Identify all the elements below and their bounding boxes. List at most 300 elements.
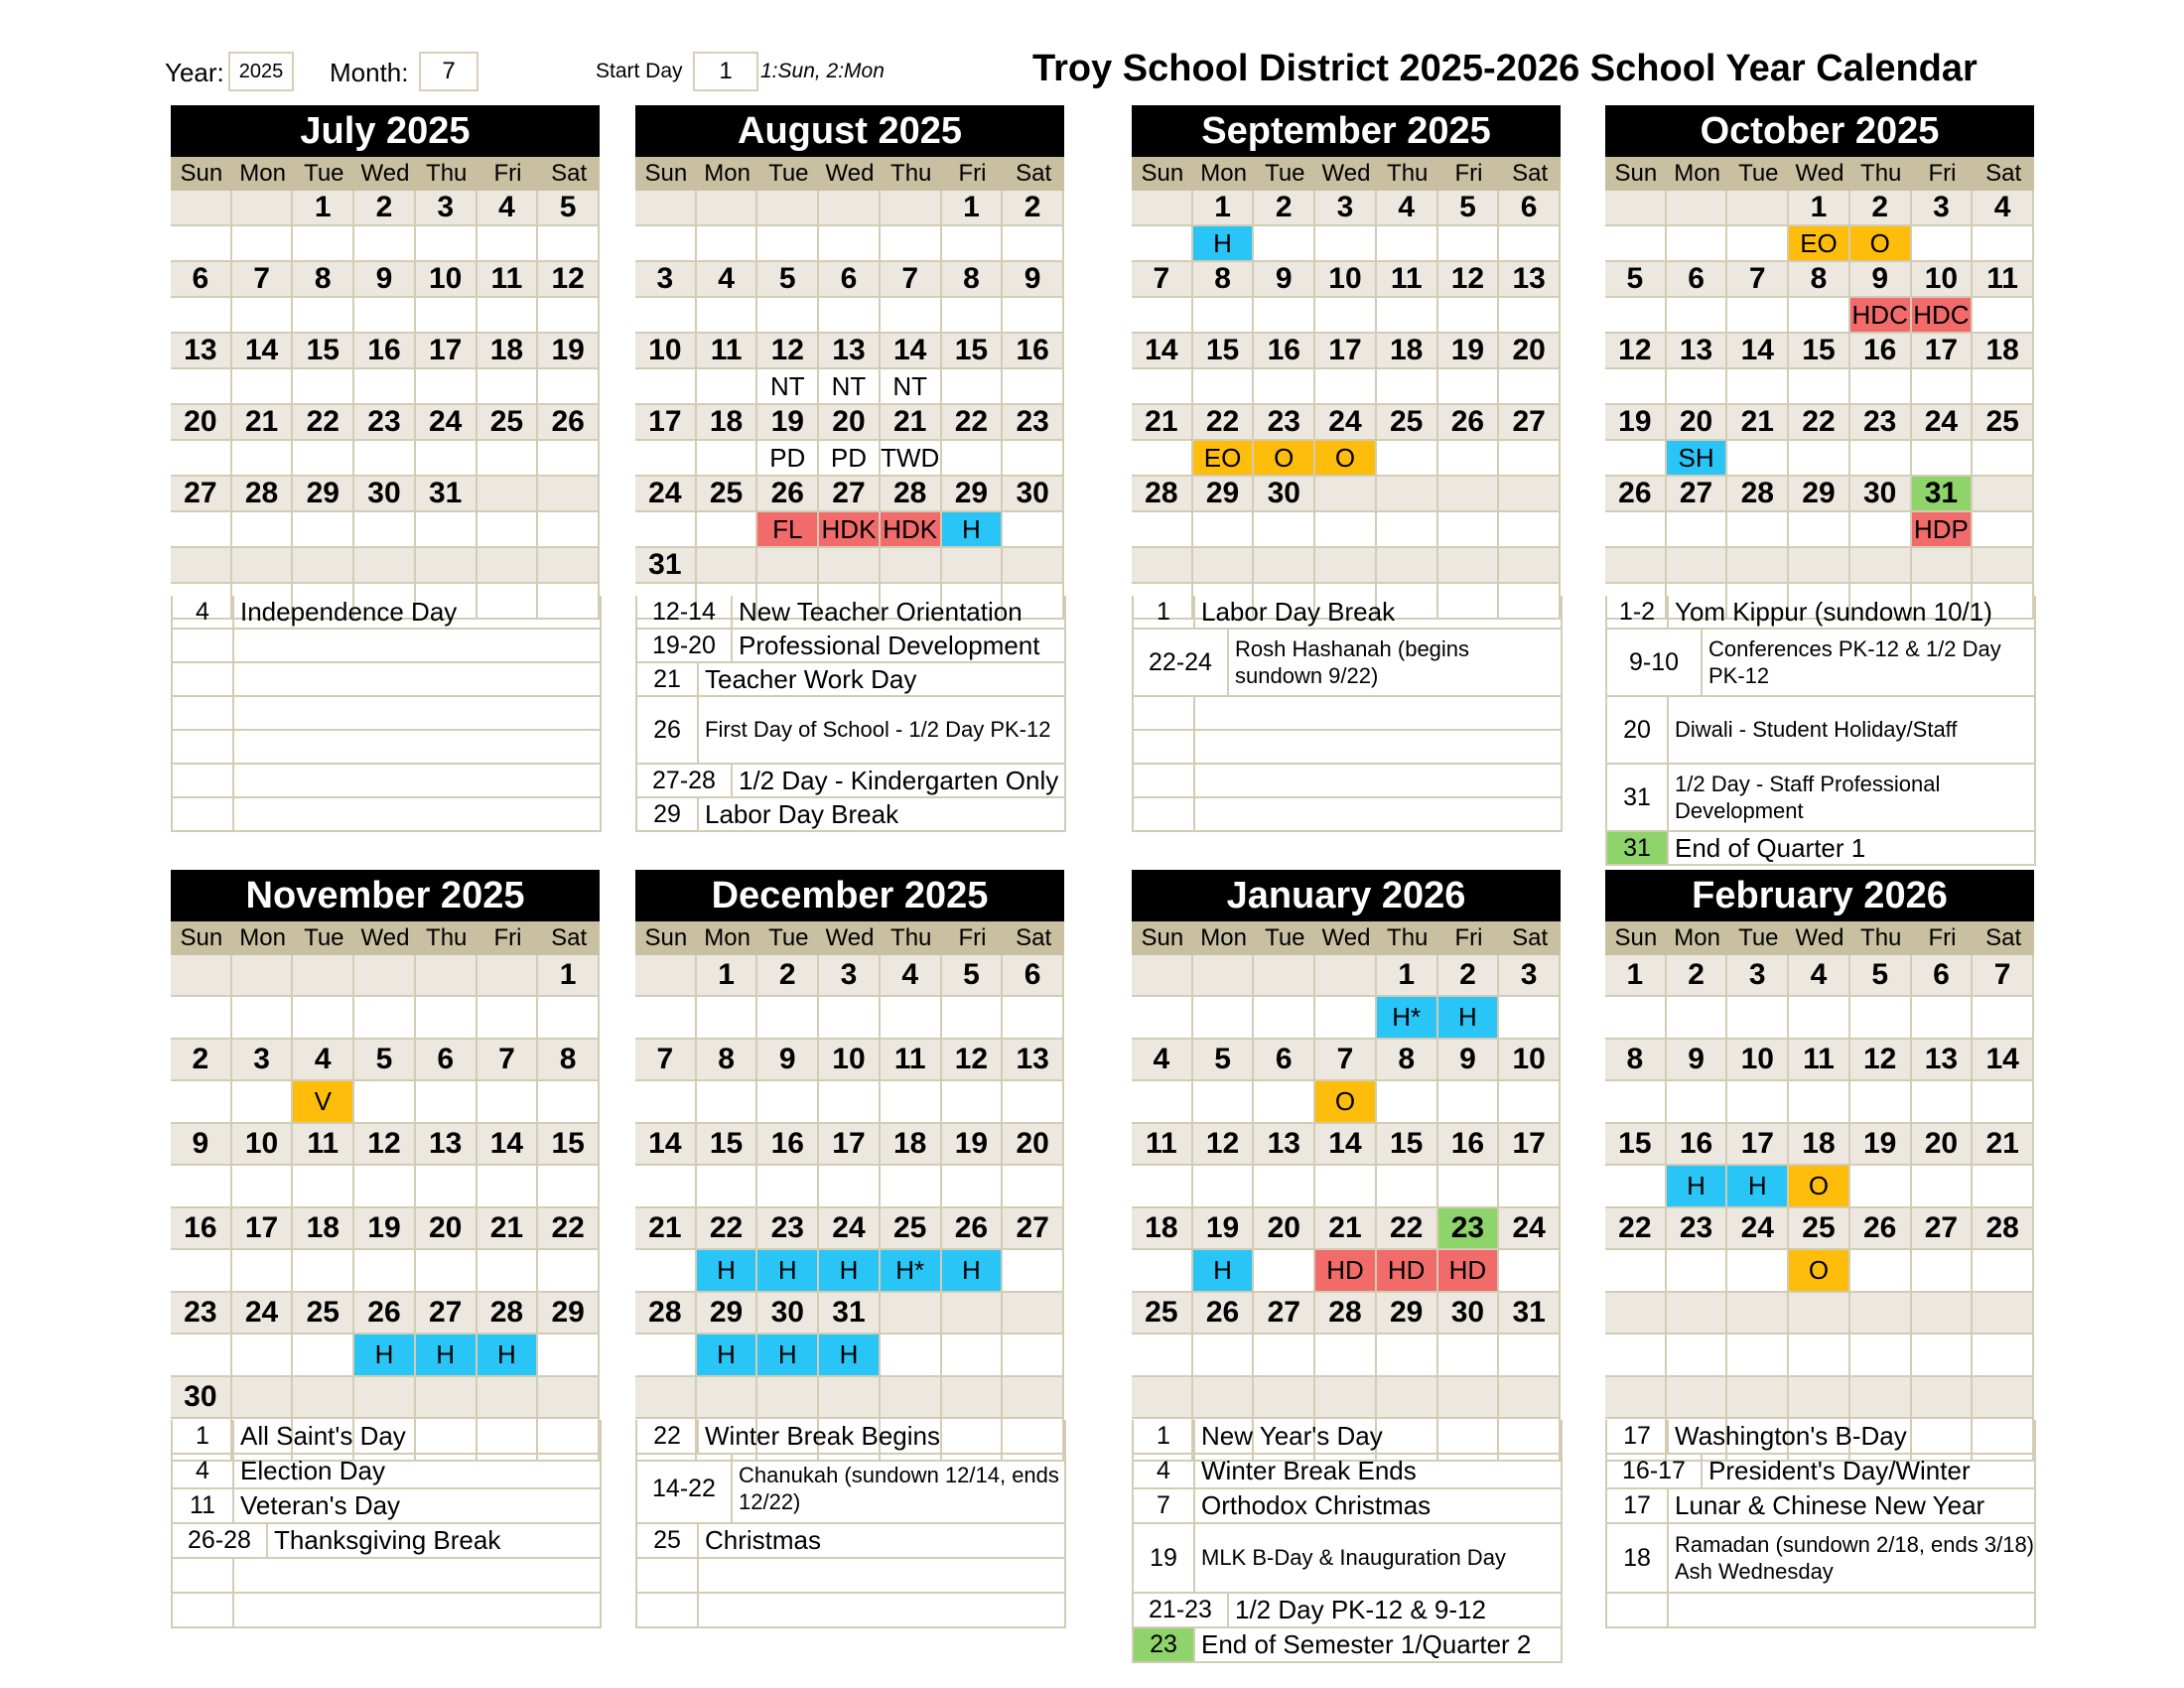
day-cell[interactable]: 13	[1003, 1040, 1064, 1081]
event-cell	[478, 997, 539, 1040]
event-cell	[1499, 1081, 1561, 1124]
day-cell[interactable]: 7	[1315, 1040, 1377, 1081]
legend-text: Orthodox Christmas	[1201, 1490, 1432, 1521]
event-cell	[1973, 298, 2034, 334]
year-input[interactable]: 2025	[228, 52, 294, 91]
weekday-label: Thu	[426, 160, 468, 187]
day-cell[interactable]: 6	[1912, 955, 1974, 997]
day-cell[interactable]: 25	[293, 1293, 354, 1335]
day-cell[interactable]: 28	[1973, 1208, 2034, 1250]
day-cell[interactable]: 1	[697, 955, 758, 997]
day-cell[interactable]: 15	[942, 334, 1004, 369]
day-cell[interactable]: 22	[293, 405, 354, 441]
day-cell[interactable]: 7	[1132, 262, 1193, 298]
day-cell[interactable]: 14	[635, 1124, 697, 1166]
day-cell[interactable]: 30	[757, 1293, 819, 1335]
day-cell	[1973, 1377, 2034, 1419]
day-cell[interactable]: 29	[538, 1293, 600, 1335]
event-cell	[881, 1166, 942, 1208]
weekday-label: Sat	[1016, 160, 1052, 187]
day-cell[interactable]: 10	[1727, 1040, 1789, 1081]
weekday-label: Mon	[1200, 924, 1247, 951]
day-cell[interactable]: 28	[478, 1293, 539, 1335]
day-cell[interactable]: 18	[697, 405, 758, 441]
day-cell[interactable]: 27	[1254, 1293, 1315, 1335]
day-cell[interactable]: 7	[1973, 955, 2034, 997]
day-cell[interactable]: 12	[1193, 1124, 1255, 1166]
day-cell[interactable]: 4	[1377, 191, 1438, 226]
day-cell[interactable]: 18	[1132, 1208, 1193, 1250]
day-cell[interactable]: 3	[232, 1040, 294, 1081]
day-cell[interactable]: 19	[1605, 405, 1667, 441]
day-cell[interactable]: 15	[538, 1124, 600, 1166]
day-cell[interactable]: 20	[171, 405, 232, 441]
day-cell[interactable]: 19	[1850, 1124, 1912, 1166]
day-cell[interactable]: 5	[1193, 1040, 1255, 1081]
day-cell[interactable]: 20	[1003, 1124, 1064, 1166]
day-cell[interactable]: 16	[354, 334, 416, 369]
day-cell[interactable]: 18	[1973, 334, 2034, 369]
day-cell[interactable]: 16	[171, 1208, 232, 1250]
day-cell[interactable]: 17	[635, 405, 697, 441]
day-cell[interactable]: 14	[478, 1124, 539, 1166]
day-cell[interactable]: 10	[1499, 1040, 1561, 1081]
day-cell[interactable]: 18	[293, 1208, 354, 1250]
day-cell[interactable]: 17	[819, 1124, 881, 1166]
weekday-label: Fri	[958, 924, 987, 951]
day-cell[interactable]: 30	[354, 477, 416, 512]
day-cell[interactable]: 8	[942, 262, 1004, 298]
day-cell[interactable]: 21	[1973, 1124, 2034, 1166]
day-cell[interactable]: 29	[1193, 477, 1255, 512]
day-cell[interactable]: 11	[697, 334, 758, 369]
day-cell[interactable]: 13	[1667, 334, 1728, 369]
day-cell[interactable]: 3	[416, 191, 478, 226]
event-cell	[1254, 1250, 1315, 1293]
day-cell[interactable]: 15	[293, 334, 354, 369]
day-cell[interactable]: 19	[1193, 1208, 1255, 1250]
day-cell[interactable]: 26	[942, 1208, 1004, 1250]
day-cell[interactable]: 20	[1499, 334, 1561, 369]
day-cell[interactable]: 11	[1377, 262, 1438, 298]
event-cell	[416, 1250, 478, 1293]
day-cell[interactable]: 16	[1003, 334, 1064, 369]
day-cell[interactable]: 9	[1850, 262, 1912, 298]
day-cell[interactable]: 7	[232, 262, 294, 298]
event-badge: O	[1254, 441, 1315, 477]
day-cell[interactable]: 16	[1438, 1124, 1500, 1166]
day-cell[interactable]: 23	[1003, 405, 1064, 441]
event-cell	[697, 298, 758, 334]
day-cell[interactable]: 2	[1438, 955, 1500, 997]
day-cell[interactable]: 19	[757, 405, 819, 441]
day-cell[interactable]: 31	[1912, 477, 1974, 512]
day-cell[interactable]: 20	[1254, 1208, 1315, 1250]
day-cell[interactable]: 24	[819, 1208, 881, 1250]
day-cell[interactable]: 5	[1605, 262, 1667, 298]
day-cell[interactable]: 25	[1973, 405, 2034, 441]
day-cell[interactable]: 25	[881, 1208, 942, 1250]
legend-row	[173, 765, 602, 798]
weekday-label: Mon	[704, 924, 751, 951]
day-cell[interactable]: 30	[1003, 477, 1064, 512]
day-cell[interactable]: 22	[538, 1208, 600, 1250]
day-cell[interactable]: 18	[1377, 334, 1438, 369]
day-cell[interactable]: 31	[416, 477, 478, 512]
day-cell[interactable]: 12	[1605, 334, 1667, 369]
day-cell[interactable]: 3	[635, 262, 697, 298]
day-cell[interactable]: 7	[881, 262, 942, 298]
day-cell[interactable]: 20	[416, 1208, 478, 1250]
event-cell	[478, 226, 539, 262]
day-cell[interactable]: 4	[1132, 1040, 1193, 1081]
day-cell[interactable]: 25	[478, 405, 539, 441]
day-cell[interactable]: 27	[1912, 1208, 1974, 1250]
legend-text	[1195, 798, 1561, 830]
day-cell[interactable]: 3	[1912, 191, 1974, 226]
day-cell[interactable]: 19	[1438, 334, 1500, 369]
day-cell[interactable]: 5	[1850, 955, 1912, 997]
day-cell[interactable]: 4	[293, 1040, 354, 1081]
day-cell[interactable]: 9	[1254, 262, 1315, 298]
day-cell[interactable]: 16	[1850, 334, 1912, 369]
day-cell[interactable]: 10	[635, 334, 697, 369]
event-cell	[1727, 298, 1789, 334]
day-cell[interactable]: 4	[478, 191, 539, 226]
day-cell[interactable]: 29	[293, 477, 354, 512]
day-cell[interactable]: 21	[635, 1208, 697, 1250]
event-cell	[1003, 997, 1064, 1040]
day-cell[interactable]: 1	[1193, 191, 1255, 226]
day-cell[interactable]: 23	[1254, 405, 1315, 441]
day-cell[interactable]: 11	[1973, 262, 2034, 298]
day-cell[interactable]: 17	[1727, 1124, 1789, 1166]
day-cell[interactable]: 30	[1438, 1293, 1500, 1335]
day-cell[interactable]: 22	[1789, 405, 1850, 441]
day-cell[interactable]: 3	[1315, 191, 1377, 226]
day-cell[interactable]: 21	[478, 1208, 539, 1250]
day-cell[interactable]: 11	[881, 1040, 942, 1081]
event-cell	[1789, 1335, 1850, 1377]
day-cell[interactable]: 22	[697, 1208, 758, 1250]
day-cell[interactable]: 2	[171, 1040, 232, 1081]
day-cell[interactable]: 13	[171, 334, 232, 369]
day-cell[interactable]: 15	[1789, 334, 1850, 369]
day-cell[interactable]: 1	[1789, 191, 1850, 226]
day-cell[interactable]: 21	[881, 405, 942, 441]
day-cell[interactable]: 31	[819, 1293, 881, 1335]
day-cell[interactable]: 1	[1377, 955, 1438, 997]
day-cell[interactable]: 9	[354, 262, 416, 298]
day-cell[interactable]: 28	[1315, 1293, 1377, 1335]
event-cell	[1605, 1166, 1667, 1208]
day-cell[interactable]: 5	[942, 955, 1004, 997]
day-cell[interactable]: 19	[354, 1208, 416, 1250]
day-cell[interactable]: 6	[1667, 262, 1728, 298]
day-cell[interactable]: 24	[1315, 405, 1377, 441]
day-cell	[232, 191, 294, 226]
day-cell[interactable]: 11	[1132, 1124, 1193, 1166]
day-cell[interactable]: 12	[1438, 262, 1500, 298]
day-cell[interactable]: 4	[1789, 955, 1850, 997]
day-cell[interactable]: 26	[757, 477, 819, 512]
day-cell[interactable]: 24	[1499, 1208, 1561, 1250]
day-cell[interactable]: 23	[1667, 1208, 1728, 1250]
day-cell[interactable]: 16	[1254, 334, 1315, 369]
day-cell[interactable]: 6	[1003, 955, 1064, 997]
day-cell	[1499, 1377, 1561, 1419]
event-cell	[232, 441, 294, 477]
day-cell[interactable]: 23	[757, 1208, 819, 1250]
day-cell[interactable]: 26	[354, 1293, 416, 1335]
day-cell[interactable]: 10	[1315, 262, 1377, 298]
day-cell[interactable]: 28	[1727, 477, 1789, 512]
event-badge: NT	[881, 369, 942, 405]
weekday-label: Thu	[890, 924, 932, 951]
day-cell[interactable]: 6	[1254, 1040, 1315, 1081]
event-cell	[293, 1166, 354, 1208]
day-cell[interactable]: 23	[171, 1293, 232, 1335]
day-cell[interactable]: 18	[1789, 1124, 1850, 1166]
day-cell[interactable]: 12	[942, 1040, 1004, 1081]
day-cell[interactable]: 12	[538, 262, 600, 298]
event-cell	[1315, 226, 1377, 262]
event-cell	[416, 226, 478, 262]
day-cell[interactable]: 30	[171, 1377, 232, 1419]
day-cell[interactable]: 21	[1727, 405, 1789, 441]
day-cell[interactable]: 16	[1667, 1124, 1728, 1166]
day-cell[interactable]: 2	[1003, 191, 1064, 226]
day-cell[interactable]: 18	[881, 1124, 942, 1166]
day-cell[interactable]: 20	[1912, 1124, 1974, 1166]
day-cell[interactable]: 10	[416, 262, 478, 298]
day-cell[interactable]: 8	[697, 1040, 758, 1081]
day-cell[interactable]: 3	[1727, 955, 1789, 997]
day-cell[interactable]: 17	[1315, 334, 1377, 369]
day-cell[interactable]: 5	[1438, 191, 1500, 226]
day-cell[interactable]: 28	[232, 477, 294, 512]
day-cell[interactable]: 3	[819, 955, 881, 997]
start-day-input[interactable]: 1	[693, 52, 758, 91]
day-cell[interactable]: 24	[1727, 1208, 1789, 1250]
day-cell[interactable]: 17	[1499, 1124, 1561, 1166]
day-cell[interactable]: 26	[1605, 477, 1667, 512]
day-cell[interactable]: 28	[881, 477, 942, 512]
legend-text: Conferences PK-12 & 1/2 Day PK-12	[1708, 635, 2001, 688]
day-cell[interactable]: 1	[942, 191, 1004, 226]
day-cell[interactable]: 1	[1605, 955, 1667, 997]
day-cell[interactable]: 2	[1850, 191, 1912, 226]
day-cell[interactable]: 5	[354, 1040, 416, 1081]
legend-text: Labor Day Break	[1201, 596, 1396, 627]
event-cell	[538, 298, 600, 334]
day-cell	[635, 1377, 697, 1419]
day-cell[interactable]: 27	[1667, 477, 1728, 512]
day-cell[interactable]: 31	[1499, 1293, 1561, 1335]
day-cell[interactable]: 14	[881, 334, 942, 369]
weekday-label: Sun	[180, 160, 223, 187]
day-cell[interactable]: 22	[1193, 405, 1255, 441]
event-cell	[1377, 1335, 1438, 1377]
day-cell[interactable]: 6	[1499, 191, 1561, 226]
day-cell[interactable]: 20	[819, 405, 881, 441]
day-cell[interactable]: 10	[1912, 262, 1974, 298]
day-cell[interactable]: 13	[1912, 1040, 1974, 1081]
day-cell[interactable]: 14	[232, 334, 294, 369]
day-cell[interactable]: 21	[1132, 405, 1193, 441]
day-cell[interactable]: 19	[942, 1124, 1004, 1166]
event-cell	[1438, 1081, 1500, 1124]
day-cell[interactable]: 22	[1377, 1208, 1438, 1250]
day-cell[interactable]: 13	[1499, 262, 1561, 298]
day-cell[interactable]: 4	[881, 955, 942, 997]
legend-text: First Day of School - 1/2 Day PK-12	[705, 717, 1051, 743]
event-cell	[1605, 1081, 1667, 1124]
day-cell[interactable]: 7	[1727, 262, 1789, 298]
legend-date: 4	[1134, 1455, 1195, 1487]
day-cell[interactable]: 11	[1789, 1040, 1850, 1081]
day-cell[interactable]: 8	[1193, 262, 1255, 298]
day-cell[interactable]: 8	[538, 1040, 600, 1081]
day-cell[interactable]: 31	[635, 548, 697, 584]
day-cell[interactable]: 9	[1438, 1040, 1500, 1081]
day-cell[interactable]: 14	[1132, 334, 1193, 369]
day-cell[interactable]: 21	[1315, 1208, 1377, 1250]
day-cell[interactable]: 10	[232, 1124, 294, 1166]
day-cell[interactable]: 23	[354, 405, 416, 441]
day-cell[interactable]: 6	[416, 1040, 478, 1081]
day-cell[interactable]: 4	[697, 262, 758, 298]
day-cell[interactable]: 7	[478, 1040, 539, 1081]
day-cell[interactable]: 2	[1254, 191, 1315, 226]
day-cell[interactable]: 14	[1315, 1124, 1377, 1166]
day-cell[interactable]: 8	[1377, 1040, 1438, 1081]
day-cell[interactable]: 25	[1789, 1208, 1850, 1250]
day-cell[interactable]: 1	[293, 191, 354, 226]
day-cell[interactable]: 8	[1789, 262, 1850, 298]
day-cell[interactable]: 17	[1912, 334, 1974, 369]
event-cell	[538, 226, 600, 262]
event-cell	[1254, 298, 1315, 334]
day-cell[interactable]: 14	[1973, 1040, 2034, 1081]
day-cell[interactable]: 29	[1377, 1293, 1438, 1335]
day-cell[interactable]: 15	[1193, 334, 1255, 369]
legend-text: Diwali - Student Holiday/Staff	[1675, 717, 1958, 743]
day-cell[interactable]: 23	[1438, 1208, 1500, 1250]
day-cell[interactable]: 15	[1605, 1124, 1667, 1166]
day-cell[interactable]: 27	[819, 477, 881, 512]
day-cell[interactable]: 7	[635, 1040, 697, 1081]
day-cell[interactable]: 13	[1254, 1124, 1315, 1166]
day-cell[interactable]: 25	[697, 477, 758, 512]
day-cell[interactable]: 20	[1667, 405, 1728, 441]
day-cell[interactable]: 19	[538, 334, 600, 369]
day-cell[interactable]: 4	[1973, 191, 2034, 226]
day-cell[interactable]: 2	[757, 955, 819, 997]
day-cell[interactable]: 13	[819, 334, 881, 369]
event-cell	[293, 997, 354, 1040]
event-cell	[538, 1335, 600, 1377]
event-cell	[416, 369, 478, 405]
day-cell[interactable]: 26	[1193, 1293, 1255, 1335]
day-cell[interactable]: 12	[757, 334, 819, 369]
day-cell[interactable]: 26	[1438, 405, 1500, 441]
day-cell[interactable]: 2	[1667, 955, 1728, 997]
day-cell[interactable]: 8	[1605, 1040, 1667, 1081]
day-cell	[1667, 1293, 1728, 1335]
event-cell	[635, 441, 697, 477]
day-cell[interactable]: 27	[1499, 405, 1561, 441]
day-cell[interactable]: 10	[819, 1040, 881, 1081]
legend-date: 17	[1607, 1489, 1669, 1522]
event-cell	[171, 1250, 232, 1293]
day-cell[interactable]: 13	[416, 1124, 478, 1166]
day-cell[interactable]: 2	[354, 191, 416, 226]
day-cell[interactable]: 30	[1850, 477, 1912, 512]
month-input[interactable]: 7	[419, 52, 478, 91]
day-cell[interactable]: 12	[1850, 1040, 1912, 1081]
day-cell[interactable]: 29	[942, 477, 1004, 512]
day-cell[interactable]: 9	[757, 1040, 819, 1081]
day-cell[interactable]: 9	[1003, 262, 1064, 298]
day-cell[interactable]: 23	[1850, 405, 1912, 441]
day-cell[interactable]: 3	[1499, 955, 1561, 997]
day-cell[interactable]: 5	[757, 262, 819, 298]
day-cell[interactable]: 5	[538, 191, 600, 226]
event-badge: H	[942, 512, 1004, 548]
day-cell[interactable]: 24	[232, 1293, 294, 1335]
day-cell[interactable]: 1	[538, 955, 600, 997]
day-cell[interactable]: 6	[171, 262, 232, 298]
day-cell[interactable]: 17	[232, 1208, 294, 1250]
day-cell[interactable]: 12	[354, 1124, 416, 1166]
day-cell[interactable]: 9	[171, 1124, 232, 1166]
day-cell[interactable]: 27	[171, 477, 232, 512]
day-cell[interactable]: 27	[416, 1293, 478, 1335]
day-cell[interactable]: 27	[1003, 1208, 1064, 1250]
event-cell	[1667, 1335, 1728, 1377]
day-cell[interactable]: 24	[416, 405, 478, 441]
day-cell[interactable]: 29	[1789, 477, 1850, 512]
day-cell[interactable]: 28	[635, 1293, 697, 1335]
day-cell[interactable]: 25	[1132, 1293, 1193, 1335]
day-cell[interactable]: 26	[538, 405, 600, 441]
day-cell[interactable]: 8	[293, 262, 354, 298]
day-cell[interactable]: 26	[1850, 1208, 1912, 1250]
day-cell[interactable]: 15	[697, 1124, 758, 1166]
day-cell[interactable]: 22	[942, 405, 1004, 441]
day-cell[interactable]: 21	[232, 405, 294, 441]
day-cell[interactable]: 25	[1377, 405, 1438, 441]
day-cell[interactable]: 22	[1605, 1208, 1667, 1250]
day-cell[interactable]: 14	[1727, 334, 1789, 369]
event-cell	[1727, 1335, 1789, 1377]
day-cell[interactable]: 17	[416, 334, 478, 369]
day-cell[interactable]: 11	[293, 1124, 354, 1166]
day-cell[interactable]: 6	[819, 262, 881, 298]
day-cell[interactable]: 11	[478, 262, 539, 298]
day-cell[interactable]: 30	[1254, 477, 1315, 512]
day-cell[interactable]: 28	[1132, 477, 1193, 512]
day-cell[interactable]: 18	[478, 334, 539, 369]
day-cell[interactable]: 16	[757, 1124, 819, 1166]
day-cell[interactable]: 15	[1377, 1124, 1438, 1166]
day-cell[interactable]: 9	[1667, 1040, 1728, 1081]
event-cell	[1850, 997, 1912, 1040]
day-cell[interactable]: 29	[697, 1293, 758, 1335]
day-cell[interactable]: 24	[1912, 405, 1974, 441]
day-cell[interactable]: 24	[635, 477, 697, 512]
